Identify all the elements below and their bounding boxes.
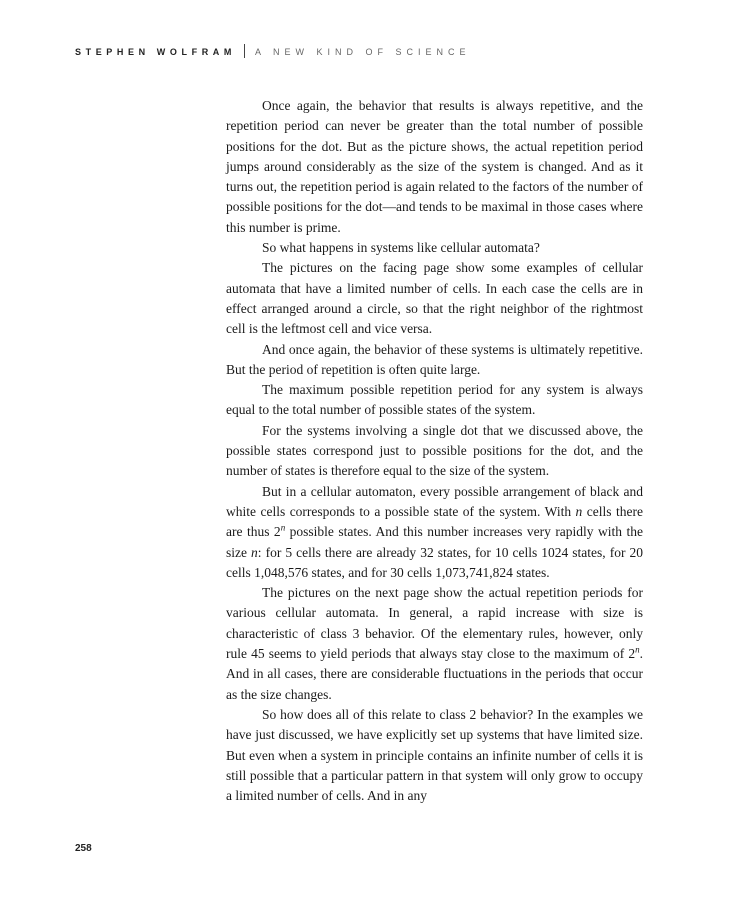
header-divider — [244, 44, 245, 58]
paragraph — [226, 96, 643, 238]
paragraph — [226, 583, 643, 705]
math-variable: n — [251, 544, 258, 560]
paragraph-text: : for 5 cells there are already 32 states, for 10 cells 1024 states, for 20 cells 1,048,576 states, and for 30 cells 1,073,741,824 states. — [226, 544, 643, 580]
page-number: 258 — [75, 843, 92, 854]
paragraph — [226, 258, 643, 339]
paragraph — [226, 340, 643, 381]
paragraph — [226, 238, 643, 258]
body-text — [226, 96, 643, 806]
math-variable: n — [575, 503, 583, 519]
paragraph-text: But in a cellular automaton, every possible arrangement of black and white cells corresponds to a possible state of the system. With — [226, 483, 643, 519]
paragraph-text: Once again, the behavior that results is always repetitive, and the repetition period can never be greater than the total number of possible positions for the dot. But as the picture shows, the actual repetition period jumps around considerably as the size of the system is changed. And as it turns out, the repetition period is again related to the factors of the number of possible positions for the dot—and tends to be maximal in those cases where this number is prime. — [226, 98, 643, 235]
header-author: STEPHEN WOLFRAM — [75, 47, 236, 57]
math-variable: n — [635, 644, 640, 655]
paragraph-text: The pictures on the next page show the actual repetition periods for various cellular automata. In general, a rapid increase with size is characteristic of class 3 behavior. Of the elementary rules, however, only rule 45 seems to yield periods that always stay close to the maximum of 2 — [226, 585, 643, 662]
paragraph — [226, 705, 643, 806]
paragraph-text: So how does all of this relate to class 2 behavior? In the examples we have just discussed, we have explicitly set up systems that have limited size. But even when a system in principle contains an infinite number of cells it is still possible that a particular pattern in that system will only grow to occupy a limited number of cells. And in any — [226, 706, 643, 804]
header-book-title: A NEW KIND OF SCIENCE — [255, 47, 471, 57]
math-variable: n — [280, 522, 286, 533]
paragraph-text: cells there are thus 2 — [226, 503, 643, 540]
paragraph-text: So what happens in systems like cellular automata? — [262, 240, 540, 256]
paragraph-text: The maximum possible repetition period for any system is always equal to the total number of possible states of the system. — [226, 382, 643, 418]
paragraph — [226, 482, 643, 583]
running-header — [75, 44, 471, 58]
paragraph — [226, 380, 643, 421]
paragraph-text: possible states. And this number increases very rapidly with the size — [226, 524, 643, 560]
paragraph-text: And once again, the behavior of these systems is ultimately repetitive. But the period of repetition is often quite large. — [226, 341, 643, 377]
paragraph-text: For the systems involving a single dot that we discussed above, the possible states correspond just to possible positions for the dot, and the number of states is therefore equal to the size of the system. — [226, 422, 643, 479]
paragraph-text: . And in all cases, there are considerable fluctuations in the periods that occur as the size changes. — [226, 646, 643, 702]
paragraph — [226, 421, 643, 482]
paragraph-text: The pictures on the facing page show some examples of cellular automata that have a limited number of cells. In each case the cells are in effect arranged around a circle, so that the right neighbor of the rightmost cell is the leftmost cell and vice versa. — [226, 260, 643, 337]
